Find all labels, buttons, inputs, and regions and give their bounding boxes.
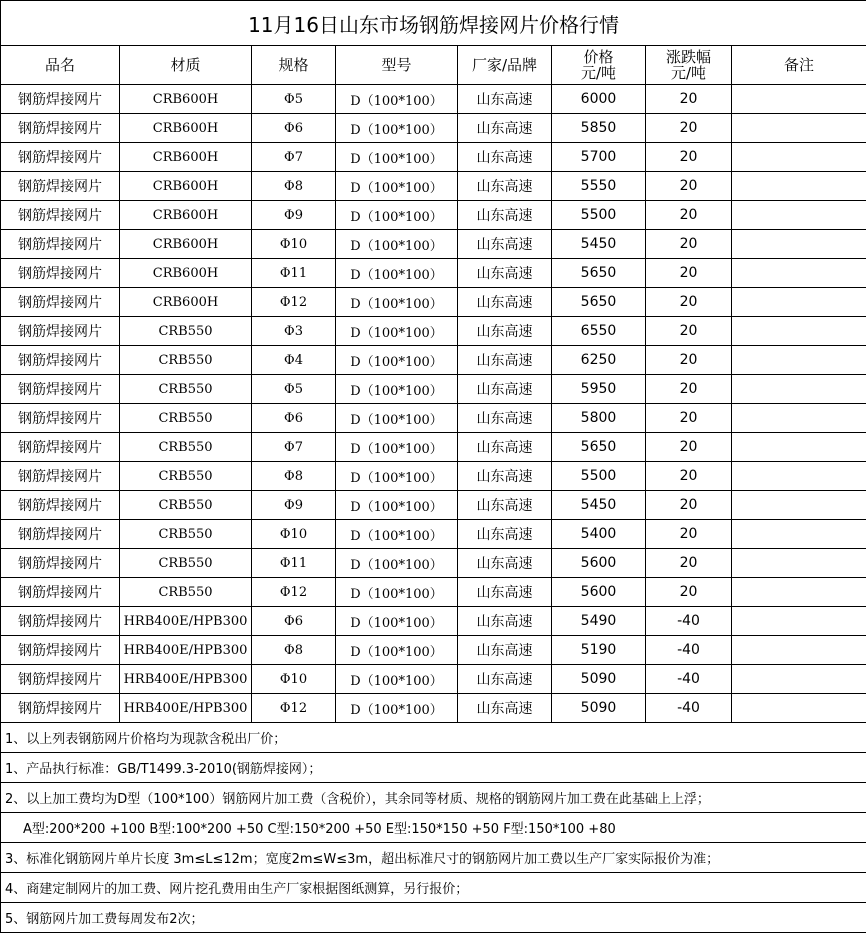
cell-price: 5600 (552, 578, 646, 607)
cell-maker: 山东高速 (458, 375, 552, 404)
cell-name: 钢筋焊接网片 (1, 607, 120, 636)
cell-remark (732, 433, 866, 462)
cell-name: 钢筋焊接网片 (1, 143, 120, 172)
cell-remark (732, 317, 866, 346)
cell-model: D（100*100） (336, 317, 458, 346)
cell-model: D（100*100） (336, 694, 458, 723)
cell-price: 5650 (552, 433, 646, 462)
table-row (1, 433, 866, 462)
cell-name: 钢筋焊接网片 (1, 346, 120, 375)
cell-spec: Φ10 (252, 665, 336, 694)
cell-price: 5600 (552, 549, 646, 578)
cell-change: -40 (646, 607, 732, 636)
cell-remark (732, 85, 866, 114)
cell-model: D（100*100） (336, 375, 458, 404)
cell-change: 20 (646, 433, 732, 462)
cell-remark (732, 230, 866, 259)
cell-remark (732, 201, 866, 230)
cell-spec: Φ7 (252, 143, 336, 172)
cell-model: D（100*100） (336, 85, 458, 114)
cell-maker: 山东高速 (458, 114, 552, 143)
page-title: 11月16日山东市场钢筋焊接网片价格行情 (1, 1, 866, 46)
header-change-line2: 元/吨 (646, 65, 731, 81)
note-text: 5、钢筋网片加工费每周发布2次； (1, 903, 866, 933)
cell-model: D（100*100） (336, 433, 458, 462)
cell-name: 钢筋焊接网片 (1, 491, 120, 520)
cell-remark (732, 404, 866, 433)
cell-material: CRB550 (120, 520, 252, 549)
cell-model: D（100*100） (336, 346, 458, 375)
cell-spec: Φ12 (252, 578, 336, 607)
table-row (1, 346, 866, 375)
cell-name: 钢筋焊接网片 (1, 404, 120, 433)
cell-change: -40 (646, 636, 732, 665)
cell-material: CRB550 (120, 549, 252, 578)
cell-model: D（100*100） (336, 607, 458, 636)
cell-spec: Φ7 (252, 433, 336, 462)
cell-material: HRB400E/HPB300 (120, 607, 252, 636)
cell-change: 20 (646, 375, 732, 404)
table-row (1, 462, 866, 491)
cell-maker: 山东高速 (458, 143, 552, 172)
cell-change: 20 (646, 462, 732, 491)
cell-maker: 山东高速 (458, 694, 552, 723)
cell-name: 钢筋焊接网片 (1, 694, 120, 723)
header-spec: 规格 (252, 46, 336, 85)
cell-material: CRB600H (120, 85, 252, 114)
cell-model: D（100*100） (336, 578, 458, 607)
note-text: 3、标准化钢筋网片单片长度 3m≤L≤12m；宽度2m≤W≤3m，超出标准尺寸的钢筋网片加工费以生产厂家实际报价为准； (1, 843, 866, 873)
cell-maker: 山东高速 (458, 607, 552, 636)
cell-spec: Φ11 (252, 259, 336, 288)
cell-price: 5700 (552, 143, 646, 172)
cell-spec: Φ10 (252, 520, 336, 549)
cell-remark (732, 549, 866, 578)
cell-change: 20 (646, 549, 732, 578)
table-row (1, 143, 866, 172)
header-row (1, 46, 866, 85)
cell-change: 20 (646, 578, 732, 607)
header-price-line2: 元/吨 (552, 65, 645, 81)
cell-change: 20 (646, 172, 732, 201)
table-row (1, 404, 866, 433)
cell-maker: 山东高速 (458, 172, 552, 201)
cell-material: CRB600H (120, 143, 252, 172)
cell-change: 20 (646, 259, 732, 288)
cell-maker: 山东高速 (458, 404, 552, 433)
cell-model: D（100*100） (336, 172, 458, 201)
cell-maker: 山东高速 (458, 346, 552, 375)
cell-model: D（100*100） (336, 114, 458, 143)
cell-remark (732, 143, 866, 172)
cell-model: D（100*100） (336, 230, 458, 259)
cell-material: HRB400E/HPB300 (120, 665, 252, 694)
cell-remark (732, 346, 866, 375)
cell-spec: Φ11 (252, 549, 336, 578)
cell-name: 钢筋焊接网片 (1, 549, 120, 578)
table-row (1, 288, 866, 317)
cell-change: -40 (646, 694, 732, 723)
cell-maker: 山东高速 (458, 578, 552, 607)
cell-maker: 山东高速 (458, 288, 552, 317)
cell-price: 6250 (552, 346, 646, 375)
cell-change: 20 (646, 404, 732, 433)
cell-name: 钢筋焊接网片 (1, 172, 120, 201)
note-text: 1、产品执行标准：GB/T1499.3-2010(钢筋焊接网）； (1, 753, 866, 783)
table-row (1, 491, 866, 520)
note-row (1, 873, 866, 903)
table-row (1, 85, 866, 114)
table-row (1, 375, 866, 404)
cell-maker: 山东高速 (458, 520, 552, 549)
cell-material: CRB550 (120, 433, 252, 462)
cell-price: 5490 (552, 607, 646, 636)
cell-name: 钢筋焊接网片 (1, 201, 120, 230)
cell-name: 钢筋焊接网片 (1, 462, 120, 491)
cell-spec: Φ5 (252, 85, 336, 114)
cell-name: 钢筋焊接网片 (1, 259, 120, 288)
table-row (1, 114, 866, 143)
cell-change: 20 (646, 491, 732, 520)
cell-material: CRB550 (120, 375, 252, 404)
cell-remark (732, 259, 866, 288)
cell-name: 钢筋焊接网片 (1, 665, 120, 694)
cell-material: HRB400E/HPB300 (120, 636, 252, 665)
cell-maker: 山东高速 (458, 85, 552, 114)
cell-maker: 山东高速 (458, 549, 552, 578)
cell-material: CRB550 (120, 491, 252, 520)
cell-spec: Φ9 (252, 491, 336, 520)
cell-name: 钢筋焊接网片 (1, 114, 120, 143)
cell-material: CRB550 (120, 317, 252, 346)
cell-maker: 山东高速 (458, 462, 552, 491)
cell-material: CRB600H (120, 114, 252, 143)
cell-spec: Φ6 (252, 114, 336, 143)
cell-price: 5090 (552, 665, 646, 694)
cell-price: 5850 (552, 114, 646, 143)
cell-price: 6000 (552, 85, 646, 114)
cell-material: HRB400E/HPB300 (120, 694, 252, 723)
cell-model: D（100*100） (336, 201, 458, 230)
cell-spec: Φ4 (252, 346, 336, 375)
cell-spec: Φ5 (252, 375, 336, 404)
cell-remark (732, 665, 866, 694)
cell-change: 20 (646, 201, 732, 230)
cell-remark (732, 288, 866, 317)
cell-change: 20 (646, 317, 732, 346)
table-row (1, 230, 866, 259)
header-material: 材质 (120, 46, 252, 85)
table-row (1, 665, 866, 694)
cell-spec: Φ9 (252, 201, 336, 230)
cell-maker: 山东高速 (458, 636, 552, 665)
note-text: 4、商建定制网片的加工费、网片挖孔费用由生产厂家根据图纸测算，另行报价； (1, 873, 866, 903)
cell-remark (732, 520, 866, 549)
cell-name: 钢筋焊接网片 (1, 375, 120, 404)
cell-remark (732, 114, 866, 143)
cell-material: CRB600H (120, 201, 252, 230)
cell-material: CRB600H (120, 259, 252, 288)
header-change-line1: 涨跌幅 (646, 49, 731, 65)
cell-name: 钢筋焊接网片 (1, 433, 120, 462)
cell-price: 5400 (552, 520, 646, 549)
cell-name: 钢筋焊接网片 (1, 230, 120, 259)
cell-material: CRB600H (120, 172, 252, 201)
cell-remark (732, 172, 866, 201)
note-text: 1、以上列表钢筋网片价格均为现款含税出厂价； (1, 723, 866, 753)
cell-change: 20 (646, 143, 732, 172)
cell-maker: 山东高速 (458, 230, 552, 259)
note-row (1, 783, 866, 813)
cell-remark (732, 636, 866, 665)
cell-spec: Φ3 (252, 317, 336, 346)
cell-spec: Φ8 (252, 636, 336, 665)
cell-price: 5550 (552, 172, 646, 201)
table-row (1, 636, 866, 665)
cell-model: D（100*100） (336, 143, 458, 172)
cell-maker: 山东高速 (458, 491, 552, 520)
cell-material: CRB550 (120, 578, 252, 607)
header-remark: 备注 (732, 46, 866, 85)
cell-change: 20 (646, 520, 732, 549)
cell-material: CRB600H (120, 288, 252, 317)
cell-model: D（100*100） (336, 636, 458, 665)
table-row (1, 578, 866, 607)
cell-maker: 山东高速 (458, 665, 552, 694)
cell-price: 5650 (552, 288, 646, 317)
header-price-line1: 价格 (552, 49, 645, 65)
header-change (646, 46, 732, 85)
cell-model: D（100*100） (336, 491, 458, 520)
cell-name: 钢筋焊接网片 (1, 520, 120, 549)
note-row (1, 723, 866, 753)
table-row (1, 201, 866, 230)
cell-price: 5450 (552, 230, 646, 259)
cell-spec: Φ12 (252, 288, 336, 317)
cell-name: 钢筋焊接网片 (1, 578, 120, 607)
note-row (1, 753, 866, 783)
note-row (1, 903, 866, 933)
table-row (1, 172, 866, 201)
table-row (1, 549, 866, 578)
note-row (1, 843, 866, 873)
cell-spec: Φ8 (252, 172, 336, 201)
cell-name: 钢筋焊接网片 (1, 317, 120, 346)
cell-change: 20 (646, 346, 732, 375)
header-name: 品名 (1, 46, 120, 85)
cell-remark (732, 491, 866, 520)
cell-price: 5500 (552, 201, 646, 230)
header-model: 型号 (336, 46, 458, 85)
cell-price: 5650 (552, 259, 646, 288)
note-text: A型:200*200 +100 B型:100*200 +50 C型:150*200 +50 E型:150*150 +50 F型:150*100 +80 (1, 813, 866, 843)
note-row (1, 813, 866, 843)
cell-material: CRB550 (120, 462, 252, 491)
cell-model: D（100*100） (336, 549, 458, 578)
cell-spec: Φ8 (252, 462, 336, 491)
cell-remark (732, 375, 866, 404)
cell-model: D（100*100） (336, 665, 458, 694)
cell-material: CRB550 (120, 404, 252, 433)
cell-price: 5090 (552, 694, 646, 723)
cell-model: D（100*100） (336, 520, 458, 549)
cell-remark (732, 462, 866, 491)
table-row (1, 520, 866, 549)
cell-spec: Φ10 (252, 230, 336, 259)
cell-maker: 山东高速 (458, 317, 552, 346)
cell-spec: Φ12 (252, 694, 336, 723)
table-row (1, 607, 866, 636)
cell-maker: 山东高速 (458, 259, 552, 288)
cell-model: D（100*100） (336, 404, 458, 433)
cell-maker: 山东高速 (458, 433, 552, 462)
cell-model: D（100*100） (336, 259, 458, 288)
cell-change: -40 (646, 665, 732, 694)
cell-change: 20 (646, 288, 732, 317)
cell-spec: Φ6 (252, 404, 336, 433)
cell-price: 6550 (552, 317, 646, 346)
header-price (552, 46, 646, 85)
cell-price: 5500 (552, 462, 646, 491)
cell-price: 5800 (552, 404, 646, 433)
cell-name: 钢筋焊接网片 (1, 288, 120, 317)
cell-maker: 山东高速 (458, 201, 552, 230)
cell-remark (732, 607, 866, 636)
cell-price: 5450 (552, 491, 646, 520)
cell-change: 20 (646, 230, 732, 259)
cell-remark (732, 578, 866, 607)
cell-material: CRB550 (120, 346, 252, 375)
cell-price: 5190 (552, 636, 646, 665)
cell-price: 5950 (552, 375, 646, 404)
cell-remark (732, 694, 866, 723)
header-maker: 厂家/品牌 (458, 46, 552, 85)
cell-change: 20 (646, 114, 732, 143)
table-row (1, 694, 866, 723)
cell-name: 钢筋焊接网片 (1, 85, 120, 114)
cell-model: D（100*100） (336, 288, 458, 317)
cell-material: CRB600H (120, 230, 252, 259)
table-row (1, 317, 866, 346)
cell-change: 20 (646, 85, 732, 114)
table-row (1, 259, 866, 288)
cell-name: 钢筋焊接网片 (1, 636, 120, 665)
cell-spec: Φ6 (252, 607, 336, 636)
note-text: 2、以上加工费均为D型（100*100）钢筋网片加工费（含税价），其余同等材质、规格的钢筋网片加工费在此基础上上浮； (1, 783, 866, 813)
cell-model: D（100*100） (336, 462, 458, 491)
